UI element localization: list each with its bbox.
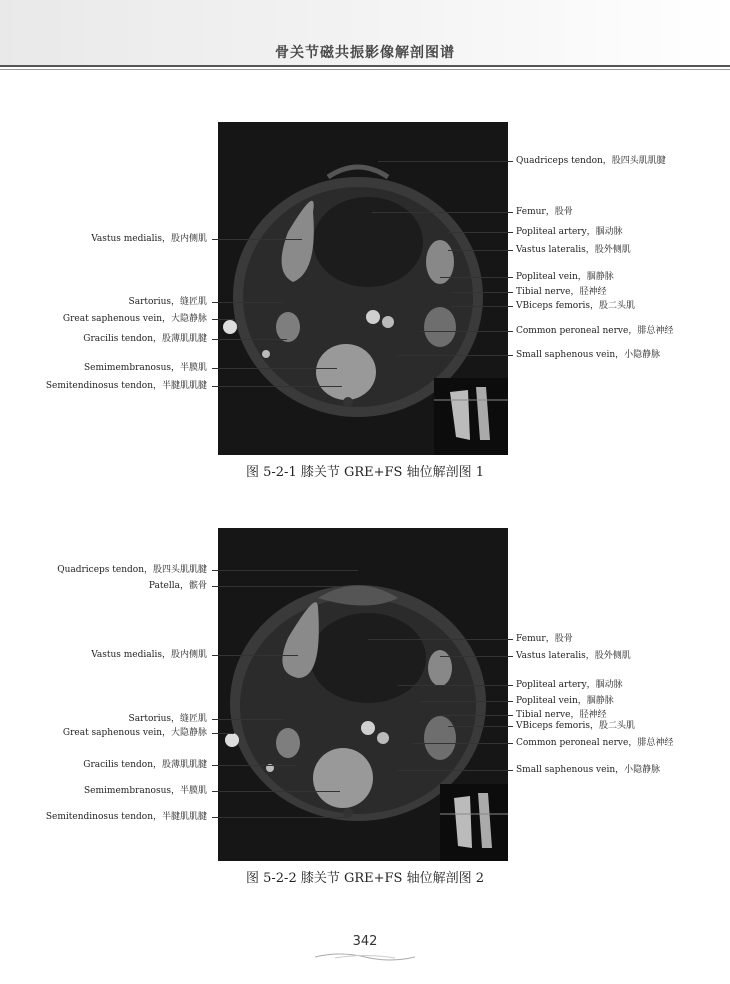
fig1-leader-line xyxy=(212,386,342,387)
fig2-label-popliteal-artery: Popliteal artery，腘动脉 xyxy=(516,680,623,690)
fig1-label-vastus-lateralis: Vastus lateralis，股外侧肌 xyxy=(516,245,631,255)
fig1-label-semitendinosus-tendon: Semitendinosus tendon，半腱肌肌腱 xyxy=(45,381,207,391)
header-rule-thin xyxy=(0,69,730,70)
fig1-leader-line xyxy=(212,302,282,303)
fig1-leader-line xyxy=(452,292,513,293)
fig2-label-sartorius: Sartorius，缝匠肌 xyxy=(128,714,207,724)
fig1-label-popliteal-artery: Popliteal artery，腘动脉 xyxy=(516,227,623,237)
fig2-label-popliteal-vein: Popliteal vein，腘静脉 xyxy=(516,696,614,706)
fig2-leader-line xyxy=(440,715,513,716)
running-header-title: 骨关节磁共振影像解剖图谱 xyxy=(275,45,455,61)
fig1-leader-line xyxy=(440,277,513,278)
page-number: 342 xyxy=(352,934,378,949)
fig1-leader-line xyxy=(212,368,337,369)
fig2-leader-line xyxy=(448,726,513,727)
fig2-label-great-saphenous-vein: Great saphenous vein，大隐静脉 xyxy=(62,728,207,738)
figure-2-caption: 图 5-2-2 膝关节 GRE+FS 轴位解剖图 2 xyxy=(245,871,484,886)
fig1-label-sartorius: Sartorius，缝匠肌 xyxy=(128,297,207,307)
fig1-label-femur: Femur，股骨 xyxy=(516,207,573,217)
fig1-leader-line xyxy=(420,331,513,332)
fig1-label-quadriceps-tendon: Quadriceps tendon，股四头肌肌腱 xyxy=(516,156,666,166)
fig1-leader-line xyxy=(212,339,287,340)
fig2-leader-line xyxy=(212,733,234,734)
fig1-leader-line xyxy=(212,319,234,320)
fig2-leader-line xyxy=(398,685,513,686)
fig2-leader-line xyxy=(412,743,513,744)
fig1-label-semimembranosus: Semimembranosus，半膜肌 xyxy=(84,363,207,373)
mri-image-1 xyxy=(218,122,508,455)
figure-1-caption: 图 5-2-1 膝关节 GRE+FS 轴位解剖图 1 xyxy=(245,465,484,480)
fig2-label-patella: Patella，髌骨 xyxy=(148,581,207,591)
fig2-leader-line xyxy=(212,719,284,720)
fig1-label-great-saphenous-vein: Great saphenous vein，大隐静脉 xyxy=(62,314,207,324)
fig1-leader-line xyxy=(452,306,513,307)
fig1-leader-line xyxy=(378,161,513,162)
fig1-label-common-peroneal-nerve: Common peroneal nerve，腓总神经 xyxy=(516,326,674,336)
fig2-leader-line xyxy=(212,817,348,818)
fig2-label-femur: Femur，股骨 xyxy=(516,634,573,644)
fig1-label-small-saphenous-vein: Small saphenous vein，小隐静脉 xyxy=(516,350,661,360)
fig2-label-vastus-lateralis: Vastus lateralis，股外侧肌 xyxy=(516,651,631,661)
fig2-label-quadriceps-tendon: Quadriceps tendon，股四头肌肌腱 xyxy=(57,565,207,575)
fig1-label-vastus-medialis: Vastus medialis，股内侧肌 xyxy=(91,234,207,244)
fig2-label-gracilis-tendon: Gracilis tendon，股薄肌肌腱 xyxy=(83,760,207,770)
fig2-label-semitendinosus-tendon: Semitendinosus tendon，半腱肌肌腱 xyxy=(45,812,207,822)
page-ornament-icon xyxy=(315,951,415,963)
fig2-label-small-saphenous-vein: Small saphenous vein，小隐静脉 xyxy=(516,765,661,775)
fig1-label-gracilis-tendon: Gracilis tendon，股薄肌肌腱 xyxy=(83,334,207,344)
fig2-label-semimembranosus: Semimembranosus，半膜肌 xyxy=(84,786,207,796)
fig2-leader-line xyxy=(212,586,342,587)
fig2-leader-line xyxy=(212,791,340,792)
mri-image-2 xyxy=(218,528,508,861)
fig1-leader-line xyxy=(448,250,513,251)
fig1-label-tibial-nerve: Tibial nerve，胫神经 xyxy=(516,287,607,297)
fig2-leader-line xyxy=(440,656,513,657)
fig1-label-biceps-femoris: VBiceps femoris，股二头肌 xyxy=(516,301,636,311)
fig2-label-common-peroneal-nerve: Common peroneal nerve，腓总神经 xyxy=(516,738,674,748)
fig2-leader-line xyxy=(368,639,513,640)
fig2-leader-line xyxy=(212,655,298,656)
fig1-label-popliteal-vein: Popliteal vein，腘静脉 xyxy=(516,272,614,282)
fig2-leader-line xyxy=(398,770,513,771)
fig2-label-tibial-nerve: Tibial nerve，胫神经 xyxy=(516,710,607,720)
header-rule xyxy=(0,65,730,67)
fig1-leader-line xyxy=(398,355,513,356)
fig1-leader-line xyxy=(448,232,513,233)
fig2-leader-line xyxy=(420,701,513,702)
fig2-label-vastus-medialis: Vastus medialis，股内侧肌 xyxy=(91,650,207,660)
fig2-label-biceps-femoris: VBiceps femoris，股二头肌 xyxy=(516,721,636,731)
fig2-leader-line xyxy=(212,765,297,766)
fig1-leader-line xyxy=(372,212,513,213)
fig2-leader-line xyxy=(212,570,358,571)
fig1-leader-line xyxy=(212,239,302,240)
